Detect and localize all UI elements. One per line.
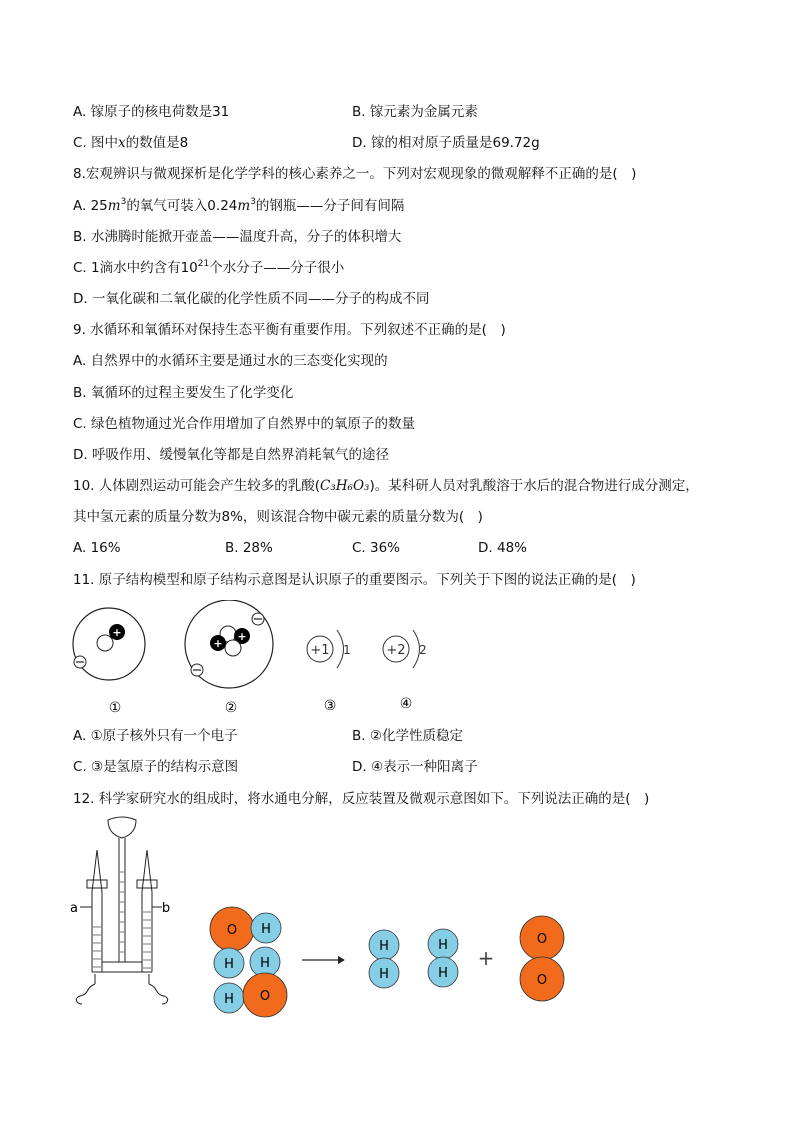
q8-a-exp1: 3 [120,197,127,207]
svg-text:+: + [213,637,223,650]
q8-option-a [73,196,404,216]
atom-h-label: H [438,938,448,953]
atom-o-label: O [536,932,548,947]
q10-stem-part2: )。某科研人员对乳酸溶于水后的混合物进行成分测定， [369,478,699,494]
q10-option-a: A. 16% [73,540,121,556]
q7-option-c [73,133,188,153]
q10-option-c: C. 36% [352,540,401,556]
q11-option-d: D. ④表示一种阳离子 [352,759,478,775]
nucleus-3-label: +1 [310,643,330,658]
q8-a-unit2: m [237,198,251,214]
figure-label-2: ② [224,700,238,716]
q9-stem: 9. 水循环和氧循环对保持生态平衡有重要作用。下列叙述不正确的是( ) [73,322,506,338]
q11-option-b: B. ②化学性质稳定 [352,728,463,744]
q8-c-part2: 个水分子——分子很小 [209,260,345,276]
q12-stem: 12. 科学家研究水的组成时，将水通电分解，反应装置及微观示意图如下。下列说法正确的是( ) [73,791,650,807]
atom-h-label: H [224,957,234,972]
q10-formula: C₃H₆O₃ [320,478,370,494]
q8-a-part1: A. 25 [73,198,108,214]
q11-stem: 11. 原子结构模型和原子结构示意图是认识原子的重要图示。下列关于下图的说法正确的是( ) [73,572,636,588]
q11-atom-figures [0,600,794,720]
tube-a-label: a [70,901,78,916]
q9-option-a: A. 自然界中的水循环主要是通过水的三态变化实现的 [73,353,388,369]
q10-stem-part1: 10. 人体剧烈运动可能会产生较多的乳酸( [73,478,321,494]
atom-o-label: O [226,923,238,938]
q7-option-c-part1: C. 图中 [73,135,119,151]
nucleus-4-label: +2 [386,643,406,658]
q7-option-a: A. 镓原子的核电荷数是31 [73,104,230,120]
q7-option-b: B. 镓元素为金属元素 [352,104,478,120]
svg-text:+: + [237,630,247,643]
tube-b-label: b [161,901,171,916]
q8-a-unit1: m [107,198,121,214]
atom-diagram-4 [383,630,427,668]
plus-sign: + [477,946,495,970]
atom-h-label: H [438,966,448,981]
reaction-arrow [302,956,345,964]
q7-option-c-part2: 的数值是8 [125,135,189,151]
q7-option-c-variable: x [118,135,126,151]
electrolysis-apparatus [76,817,167,1004]
figure-label-4: ④ [399,696,413,712]
q8-option-c [73,258,344,278]
q8-stem: 8.宏观辨识与微观探析是化学学科的核心素养之一。下列对宏观现象的微观解释不正确的是( ) [73,166,637,182]
atom-model-1 [73,608,145,680]
shell-4-label: 2 [419,643,427,657]
q8-option-b: B. 水沸腾时能掀开壶盖——温度升高，分子的体积增大 [73,229,402,245]
atom-diagram-3 [307,630,351,668]
atom-o-label: O [259,989,271,1004]
q10-option-d: D. 48% [478,540,527,556]
q8-c-part1: C. 1滴水中约含有10 [73,260,198,276]
q11-option-a: A. ①原子核外只有一个电子 [73,728,238,744]
q10-stem-line2: 其中氢元素的质量分数为8%，则该混合物中碳元素的质量分数为( ) [73,509,483,525]
shell-3-label: 1 [343,643,351,657]
q10-option-b: B. 28% [225,540,273,556]
q8-a-part2: 的氧气可装入0.24 [126,198,238,214]
atom-h-label: H [260,956,270,971]
atom-h-label: H [379,939,389,954]
q8-c-exp: 21 [197,259,210,269]
q8-option-d: D. 一氧化碳和二氧化碳的化学性质不同——分子的构成不同 [73,291,430,307]
atom-model-2 [185,600,273,688]
q8-a-part3: 的钢瓶——分子间有间隔 [255,198,405,214]
reactant-water-molecules [210,907,287,1017]
q9-option-b: B. 氧循环的过程主要发生了化学变化 [73,385,294,401]
product-molecules [369,916,564,1001]
q9-option-d: D. 呼吸作用、缓慢氧化等都是自然界消耗氧气的途径 [73,447,389,463]
q8-a-exp2: 3 [250,197,256,207]
q10-stem-line1 [73,476,699,496]
atom-o-label: O [536,973,548,988]
figure-label-1: ① [108,700,122,716]
q7-option-d: D. 镓的相对原子质量是69.72g [352,135,540,151]
q12-figure [0,812,794,1022]
q11-option-c: C. ③是氢原子的结构示意图 [73,759,239,775]
svg-text:+: + [112,626,122,639]
q9-option-c: C. 绿色植物通过光合作用增加了自然界中的氧原子的数量 [73,416,416,432]
atom-h-label: H [261,922,271,937]
atom-h-label: H [224,992,234,1007]
figure-label-3: ③ [323,698,337,714]
atom-h-label: H [379,967,389,982]
